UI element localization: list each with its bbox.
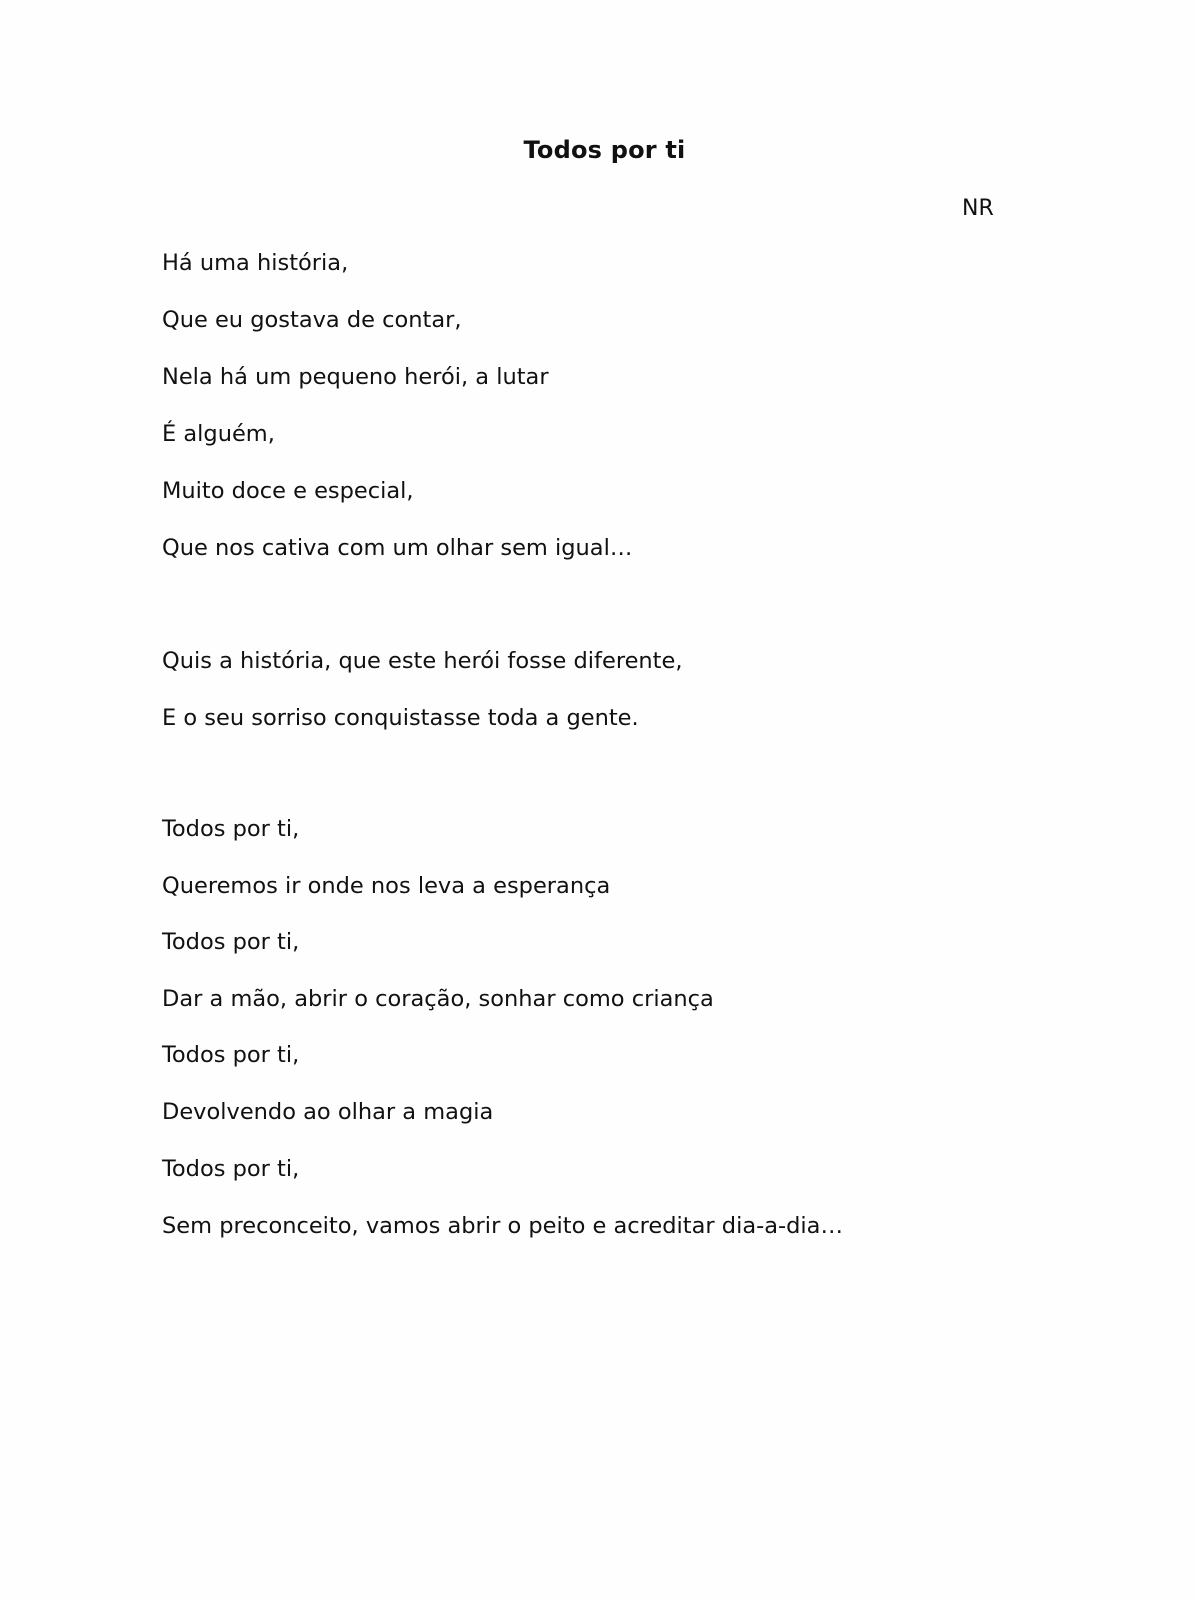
poem-line: Devolvendo ao olhar a magia <box>162 1099 494 1125</box>
poem-line: Todos por ti, <box>162 1156 300 1182</box>
poem-line: Quis a história, que este herói fosse diferente, <box>162 648 683 674</box>
poem-line: É alguém, <box>162 421 275 447</box>
poem-line: Todos por ti, <box>162 929 300 955</box>
poem-line: Que nos cativa com um olhar sem igual… <box>162 535 633 561</box>
poem-line: Nela há um pequeno herói, a lutar <box>162 364 549 390</box>
poem-line: Sem preconceito, vamos abrir o peito e acreditar dia-a-dia… <box>162 1213 843 1239</box>
poem-line: Todos por ti, <box>162 1042 300 1068</box>
poem-line: Que eu gostava de contar, <box>162 307 462 333</box>
poem-line: Dar a mão, abrir o coração, sonhar como criança <box>162 986 714 1012</box>
poem-line: Todos por ti, <box>162 816 300 842</box>
poem-line: Há uma história, <box>162 250 349 276</box>
poem-author: NR <box>962 196 994 221</box>
poem-line: E o seu sorriso conquistasse toda a gente. <box>162 705 639 731</box>
poem-title: Todos por ti <box>523 136 686 164</box>
poem-line: Queremos ir onde nos leva a esperança <box>162 873 611 899</box>
poem-line: Muito doce e especial, <box>162 478 414 504</box>
